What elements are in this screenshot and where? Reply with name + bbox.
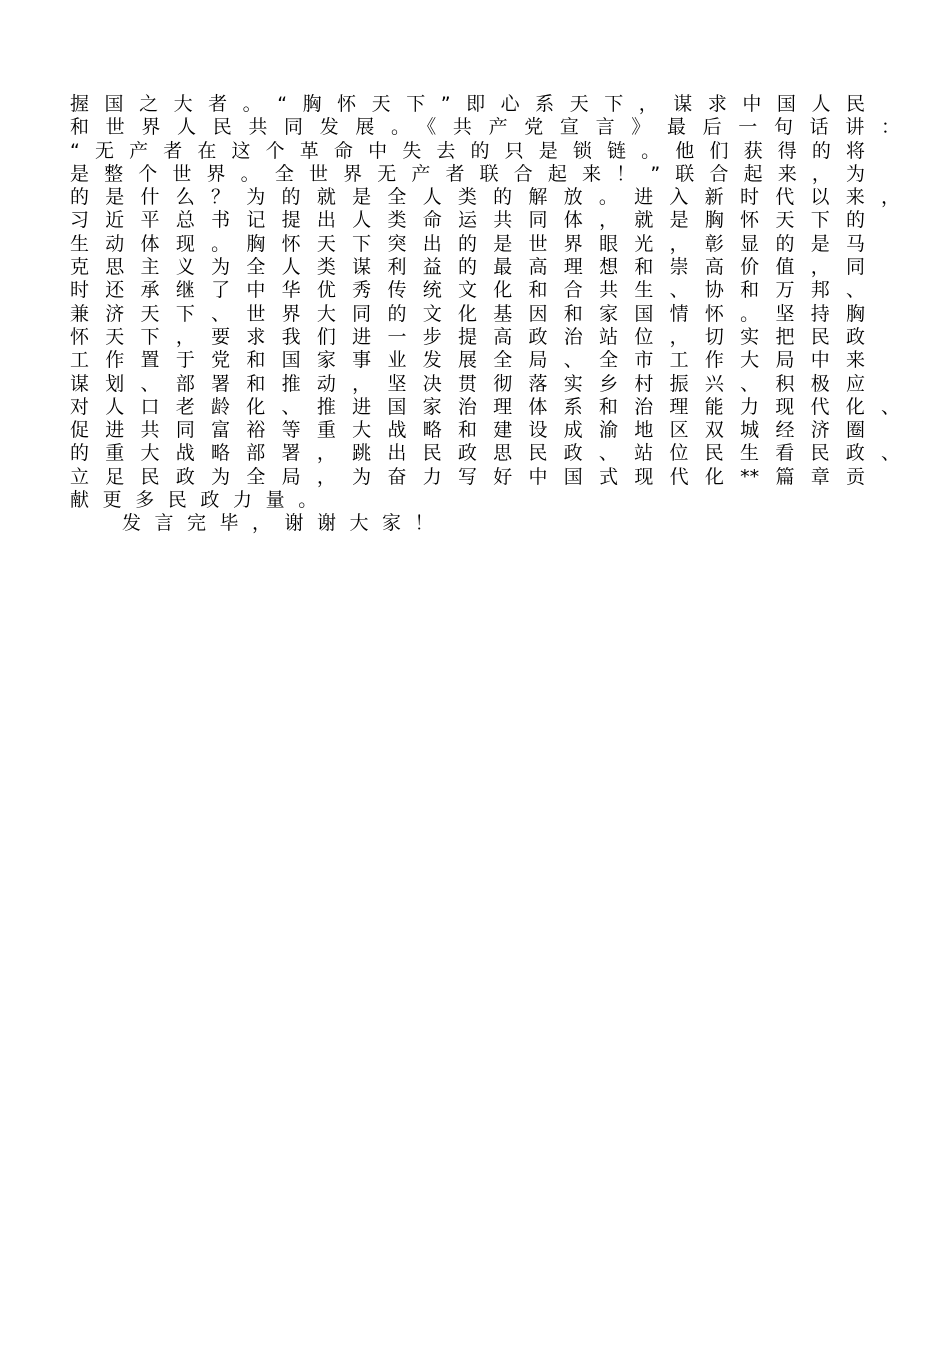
text-line: 工作置于党和国家事业发展全局、全市工作大局中来 [70, 349, 865, 372]
body-text [70, 93, 900, 536]
text-line: 兼济天下、世界大同的文化基因和家国情怀。坚持胸 [70, 302, 865, 325]
text-line: 时还承继了中华优秀传统文化和合共生、协和万邦、 [70, 279, 865, 302]
text-line: 和世界人民共同发展。《共产党宣言》最后一句话讲： [70, 116, 900, 139]
text-line: “无产者在这个革命中失去的只是锁链。他们获得的将 [70, 139, 865, 162]
text-line: 的是什么？为的就是全人类的解放。进入新时代以来， [70, 186, 900, 209]
text-line: 促进共同富裕等重大战略和建设成渝地区双城经济圈 [70, 419, 865, 442]
text-line: 习近平总书记提出人类命运共同体，就是胸怀天下的 [70, 209, 865, 232]
text-line: 谋划、部署和推动，坚决贯彻落实乡村振兴、积极应 [70, 372, 865, 395]
closing-line: 发言完毕，谢谢大家！ [122, 512, 448, 535]
text-line: 对人口老龄化、推进国家治理体系和治理能力现代化、 [70, 395, 900, 418]
text-line: 生动体现。胸怀天下突出的是世界眼光，彰显的是马 [70, 232, 865, 255]
text-line: 的重大战略部署，跳出民政思民政、站位民生看民政、 [70, 442, 900, 465]
text-line: 握国之大者。“胸怀天下”即心系天下，谋求中国人民 [70, 93, 865, 115]
text-line: 克思主义为全人类谋利益的最高理想和崇高价值，同 [70, 256, 865, 279]
text-line: 献更多民政力量。 [70, 489, 331, 512]
text-line: 是整个世界。全世界无产者联合起来！”联合起来，为 [70, 162, 865, 185]
text-line: 怀天下，要求我们进一步提高政治站位，切实把民政 [70, 325, 865, 348]
text-line: 立足民政为全局，为奋力写好中国式现代化**篇章贡 [70, 465, 865, 488]
